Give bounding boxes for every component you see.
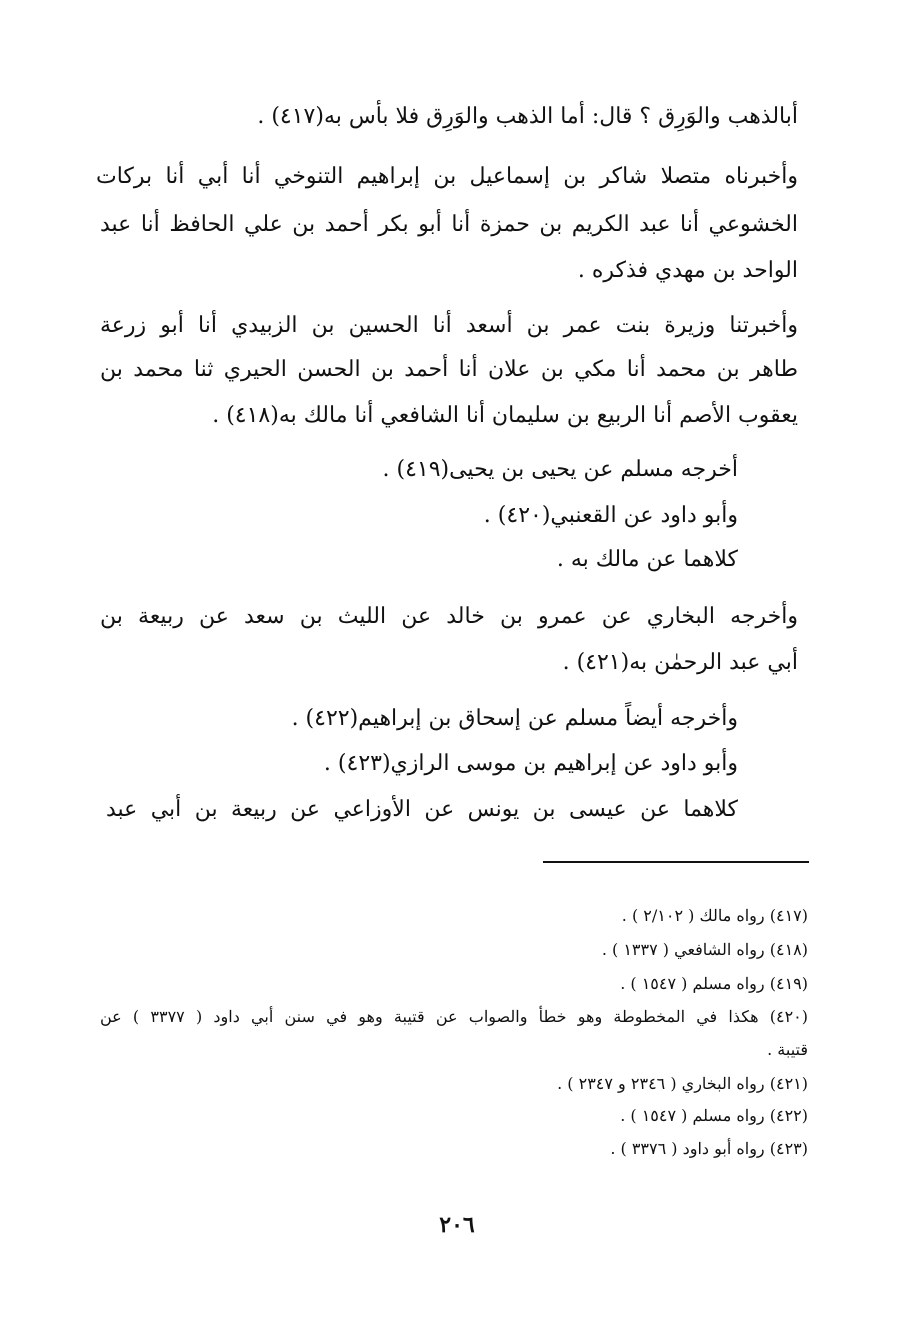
footnote-419: (٤١٩) رواه مسلم ( ١٥٤٧ ) . <box>620 974 808 993</box>
footnote-separator <box>543 861 809 863</box>
body-line-11: وأخرجه البخاري عن عمرو بن خالد عن الليث بن سعد عن ربيعة بن <box>100 604 798 629</box>
body-line-12: أبي عبد الرحمٰن به(٤٢١) . <box>562 650 798 675</box>
page-number: ٢٠٦ <box>439 1212 475 1238</box>
body-line-2: وأخبرناه متصلا شاكر بن إسماعيل بن إبراهيم التنوخي أنا أبي أنا بركات <box>96 164 798 189</box>
footnote-422: (٤٢٢) رواه مسلم ( ١٥٤٧ ) . <box>620 1106 808 1125</box>
body-line-1: أبالذهب والوَرِق ؟ قال: أما الذهب والوَرِق فلا بأس به(٤١٧) . <box>257 104 798 129</box>
footnote-421: (٤٢١) رواه البخاري ( ٢٣٤٦ و ٢٣٤٧ ) . <box>557 1074 808 1093</box>
footnote-417: (٤١٧) رواه مالك ( ٢/١٠٢ ) . <box>621 906 808 925</box>
body-line-15: كلاهما عن عيسى بن يونس عن الأوزاعي عن ربيعة بن أبي عبد <box>106 797 738 822</box>
body-line-10: كلاهما عن مالك به . <box>556 547 738 572</box>
body-line-8: أخرجه مسلم عن يحيى بن يحيى(٤١٩) . <box>382 457 738 482</box>
body-line-4: الواحد بن مهدي فذكره . <box>577 258 798 283</box>
footnote-423: (٤٢٣) رواه أبو داود ( ٣٣٧٦ ) . <box>610 1139 808 1158</box>
footnote-420: (٤٢٠) هكذا في المخطوطة وهو خطأ والصواب عن قتيبة وهو في سنن أبي داود ( ٣٣٧٧ ) عن <box>100 1007 809 1026</box>
body-line-5: وأخبرتنا وزيرة بنت عمر بن أسعد أنا الحسين بن الزبيدي أنا أبو زرعة <box>100 313 798 338</box>
body-line-7: يعقوب الأصم أنا الربيع بن سليمان أنا الشافعي أنا مالك به(٤١٨) . <box>212 403 798 428</box>
body-line-3: الخشوعي أنا عبد الكريم بن حمزة أنا أبو بكر أحمد بن علي الحافظ أنا عبد <box>100 212 798 237</box>
body-line-14: وأبو داود عن إبراهيم بن موسى الرازي(٤٢٣) . <box>323 751 738 776</box>
footnote-418: (٤١٨) رواه الشافعي ( ١٣٣٧ ) . <box>601 940 808 959</box>
body-line-13: وأخرجه أيضاً مسلم عن إسحاق بن إبراهيم(٤٢٢) . <box>291 706 738 731</box>
body-line-6: طاهر بن محمد أنا مكي بن علان أنا أحمد بن الحسن الحيري ثنا محمد بن <box>100 357 798 382</box>
body-line-9: وأبو داود عن القعنبي(٤٢٠) . <box>483 503 738 528</box>
footnote-420-continued: قتيبة . <box>767 1040 808 1059</box>
